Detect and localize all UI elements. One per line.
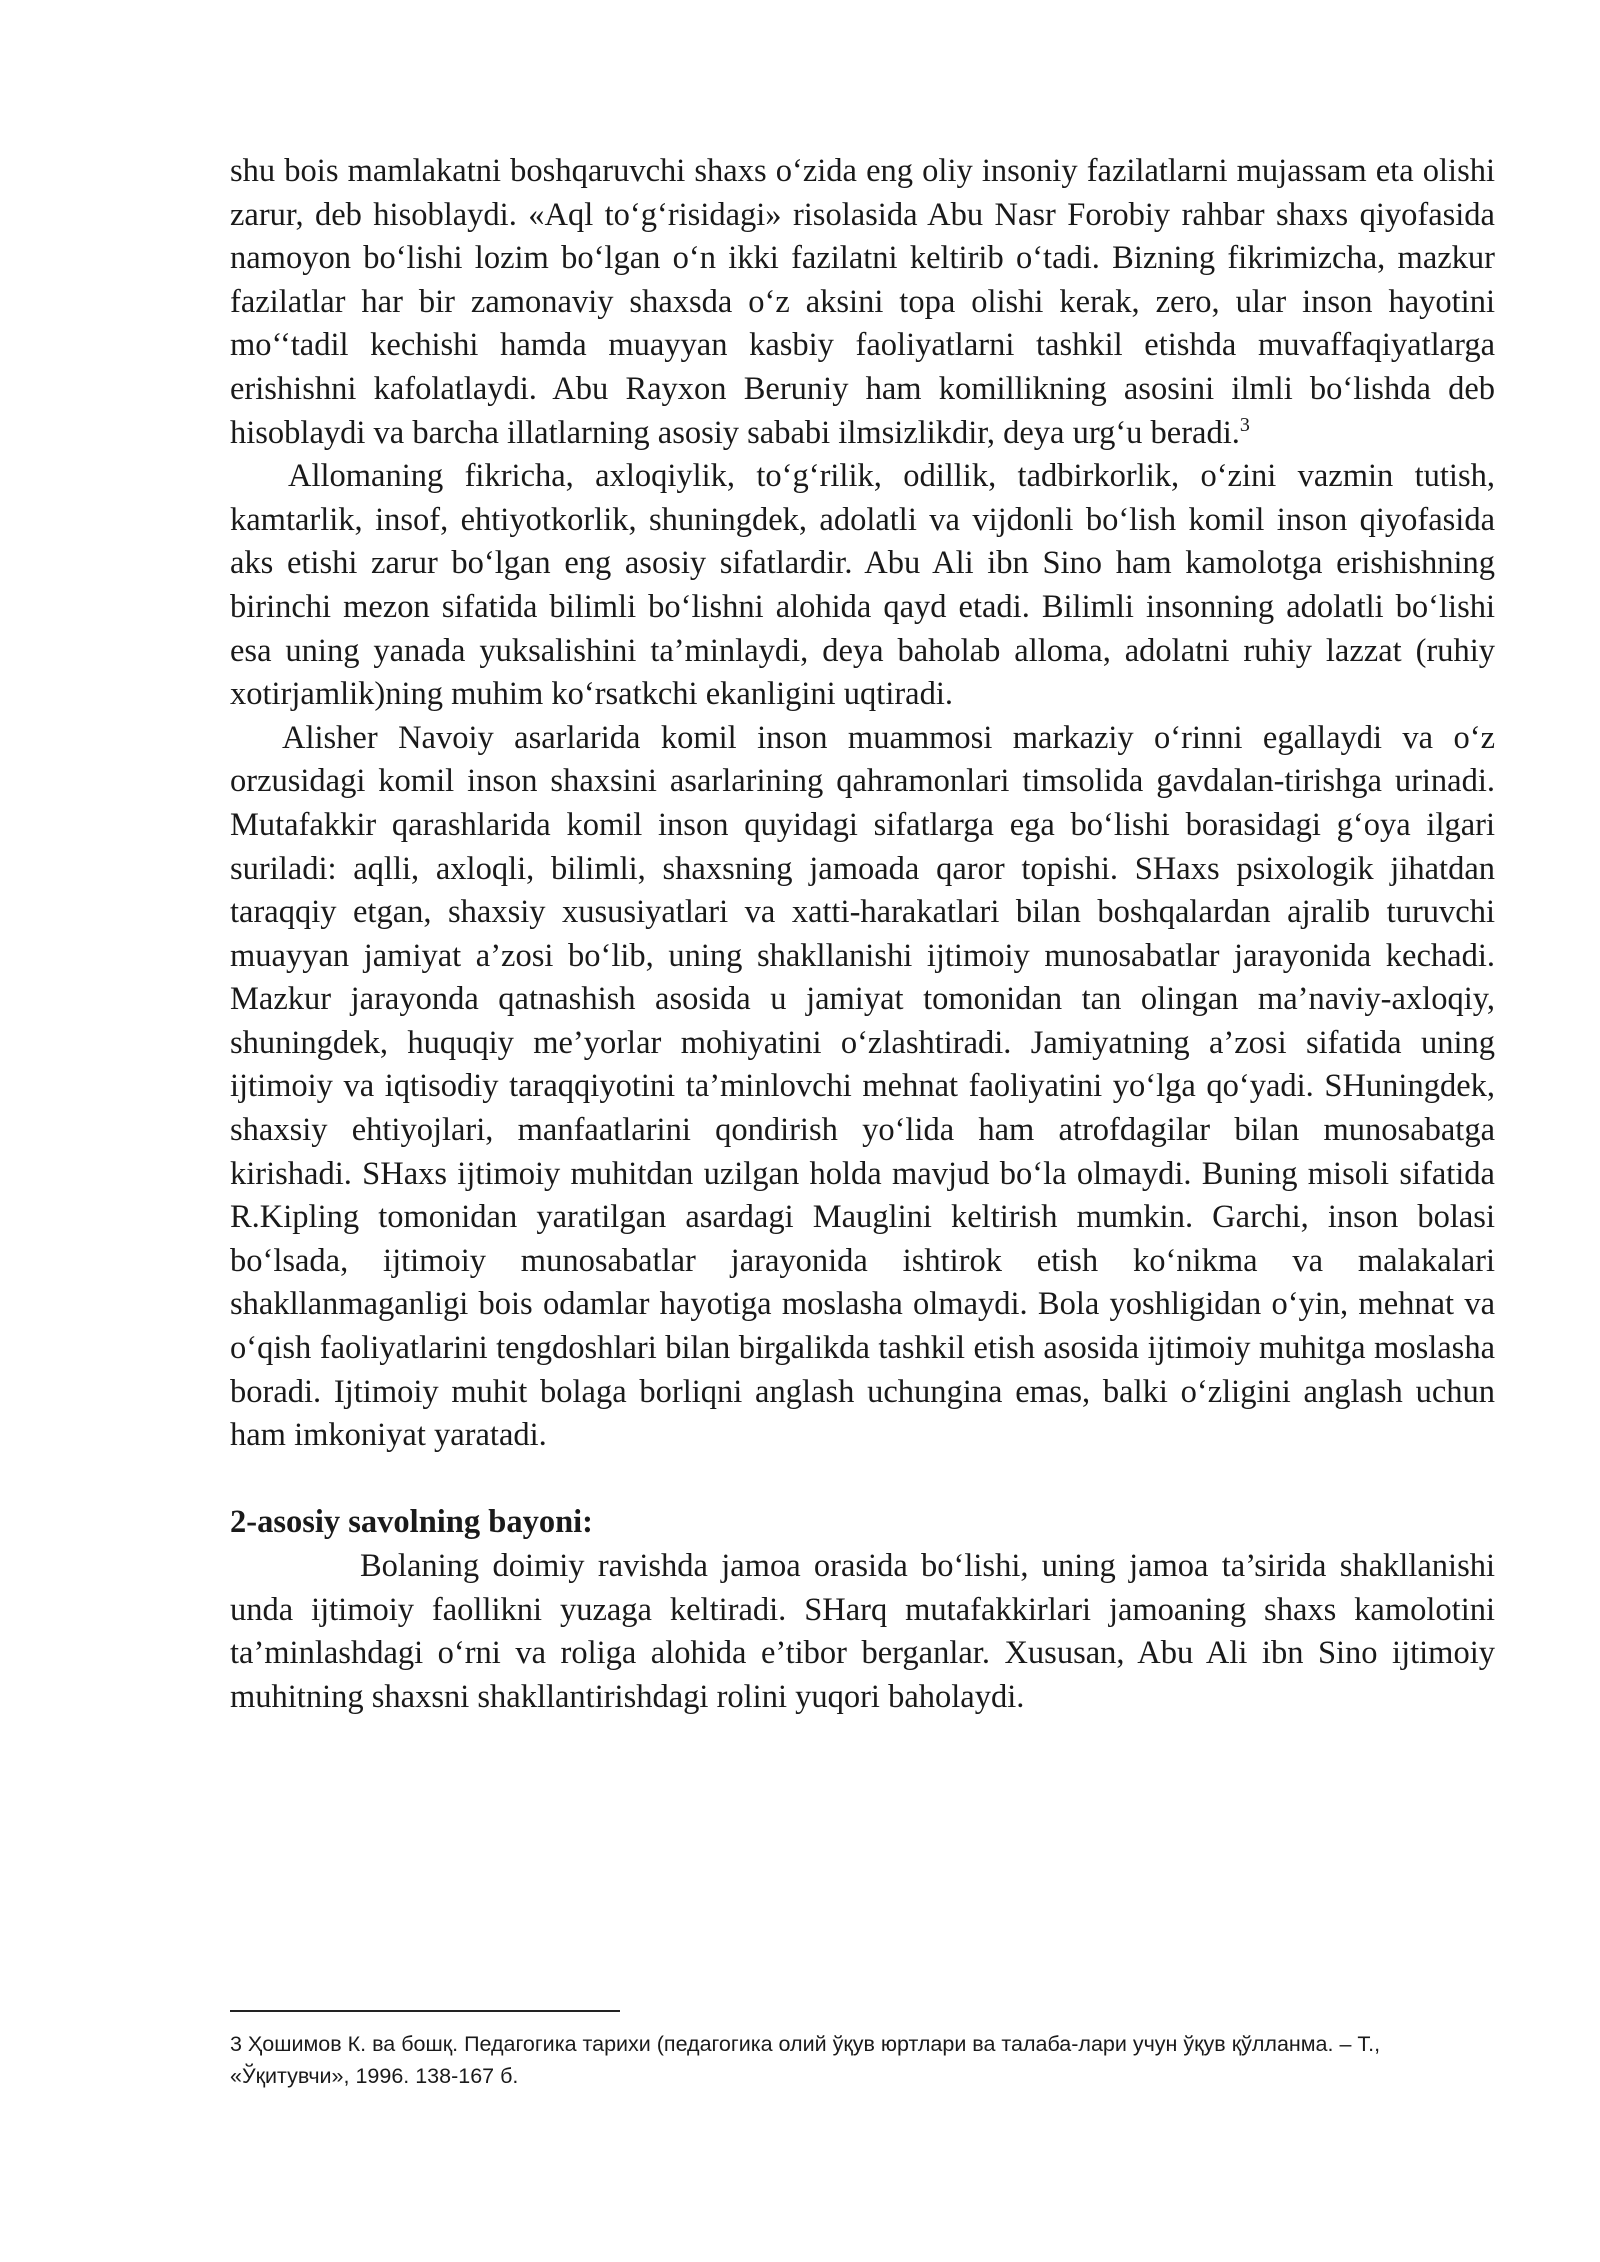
blank-line: [230, 1458, 1495, 1502]
paragraph-2: Allomaning fikricha, axloqiylik, to‘g‘rilik, odillik, tadbirkorlik, o‘zini vazmin tutish, kamtarlik, insof, ehtiyotkorlik, shuningdek, adolatli va vijdonli bo‘lish komil inson qiyofasida aks etishi zarur bo‘lgan eng asosiy sifatlardir. Abu Ali ibn Sino ham kamolotga erishishning birinchi mezon sifatida bilimli bo‘lishni alohida qayd etadi. Bilimli insonning adolatli bo‘lishi esa uning yanada yuksalishini ta’minlaydi, deya baholab alloma, adolatni ruhiy lazzat (ruhiy xotirjamlik)ning muhim ko‘rsatkchi ekanligini uqtiradi.: [230, 458, 1495, 713]
paragraph-4: Bolaning doimiy ravishda jamoa orasida bo‘lishi, uning jamoa ta’sirida shakllanishi unda ijtimoiy faollikni yuzaga keltiradi. SHarq mutafakkirlari jamoaning shaxs kamolotini ta’minlashdagi o‘rni va roliga alohida e’tibor berganlar. Xususan, Abu Ali ibn Sino ijtimoiy muhitning shaxsni shakllantirishdagi rolini yuqori baholaydi.: [230, 1548, 1495, 1715]
section-heading: 2-asosiy savolning bayoni:: [230, 1504, 594, 1541]
document-body: [230, 150, 1495, 1719]
footnote: 3 Ҳошимов К. ва бошқ. Педагогика тарихи (педагогика олий ўқув юртлари ва талаба-лари учун ўқув қўлланма. – Т., «Ўқитувчи», 1996. 138-167 б.: [230, 2032, 1381, 2088]
footnote-separator: [230, 2010, 620, 2012]
footnote-reference: 3: [1239, 413, 1250, 436]
paragraph-3: Alisher Navoiy asarlarida komil inson muammosi markaziy o‘rinni egallaydi va o‘z orzusidagi komil inson shaxsini asarlarining qahramonlari timsolida gavdalan-tirishga urinadi. Mutafakkir qarashlarida komil inson quyidagi sifatlarga ega bo‘lishi borasidagi g‘oya ilgari suriladi: aqlli, axloqli, bilimli, shaxsning jamoada qaror topishi. SHaxs psixologik jihatdan taraqqiy etgan, shaxsiy xususiyatlari va xatti-harakatlari bilan boshqalardan ajralib turuvchi muayyan jamiyat a’zosi bo‘lib, uning shakllanishi ijtimoiy munosabatlar jarayonida kechadi. Mazkur jarayonda qatnashish asosida u jamiyat tomonidan tan olingan ma’naviy-axloqiy, shuningdek, huquqiy me’yorlar mohiyatini o‘zlashtiradi. Jamiyatning a’zosi sifatida uning ijtimoiy va iqtisodiy taraqqiyotini ta’minlovchi mehnat faoliyatini yo‘lga qo‘yadi. SHuningdek, shaxsiy ehtiyojlari, manfaatlarini qondirish yo‘lida ham atrofdagilar bilan munosabatga kirishadi. SHaxs ijtimoiy muhitdan uzilgan holda mavjud bo‘la olmaydi. Buning misoli sifatida R.Kipling tomonidan yaratilgan asardagi Mauglini keltirish mumkin. Garchi, inson bolasi bo‘lsada, ijtimoiy munosabatlar jarayonida ishtirok etish ko‘nikma va malakalari shakllanmaganligi bois odamlar hayotiga moslasha olmaydi. Bola yoshligidan o‘yin, mehnat va o‘qish faoliyatlarini tengdoshlari bilan birgalikda tashkil etish asosida ijtimoiy muhitga moslasha boradi. Ijtimoiy muhit bolaga borliqni anglash uchungina emas, balki o‘zligini anglash uchun ham imkoniyat yaratadi.: [230, 719, 1495, 1454]
paragraph-1-text: shu bois mamlakatni boshqaruvchi shaxs o‘zida eng oliy insoniy fazilatlarni mujassam eta olishi zarur, deb hisoblaydi. «Aql to‘g‘risidagi» risolasida Abu Nasr Forobiy rahbar shaxs qiyofasida namoyon bo‘lishi lozim bo‘lgan o‘n ikki fazilatni keltirib o‘tadi. Bizning fikrimizcha, mazkur fazilatlar har bir zamonaviy shaxsda o‘z aksini topa olishi kerak, zero, ular inson hayotini mo‘‘tadil kechishi hamda muayyan kasbiy faoliyatlarni tashkil etishda muvaffaqiyatlarga erishishni kafolatlaydi. Abu Rayxon Beruniy ham komillikning asosini ilmli bo‘lishda deb hisoblaydi va barcha illatlarning asosiy sababi ilmsizlikdir, deya urg‘u beradi.: [230, 153, 1495, 451]
paragraph-1: [230, 150, 1495, 455]
